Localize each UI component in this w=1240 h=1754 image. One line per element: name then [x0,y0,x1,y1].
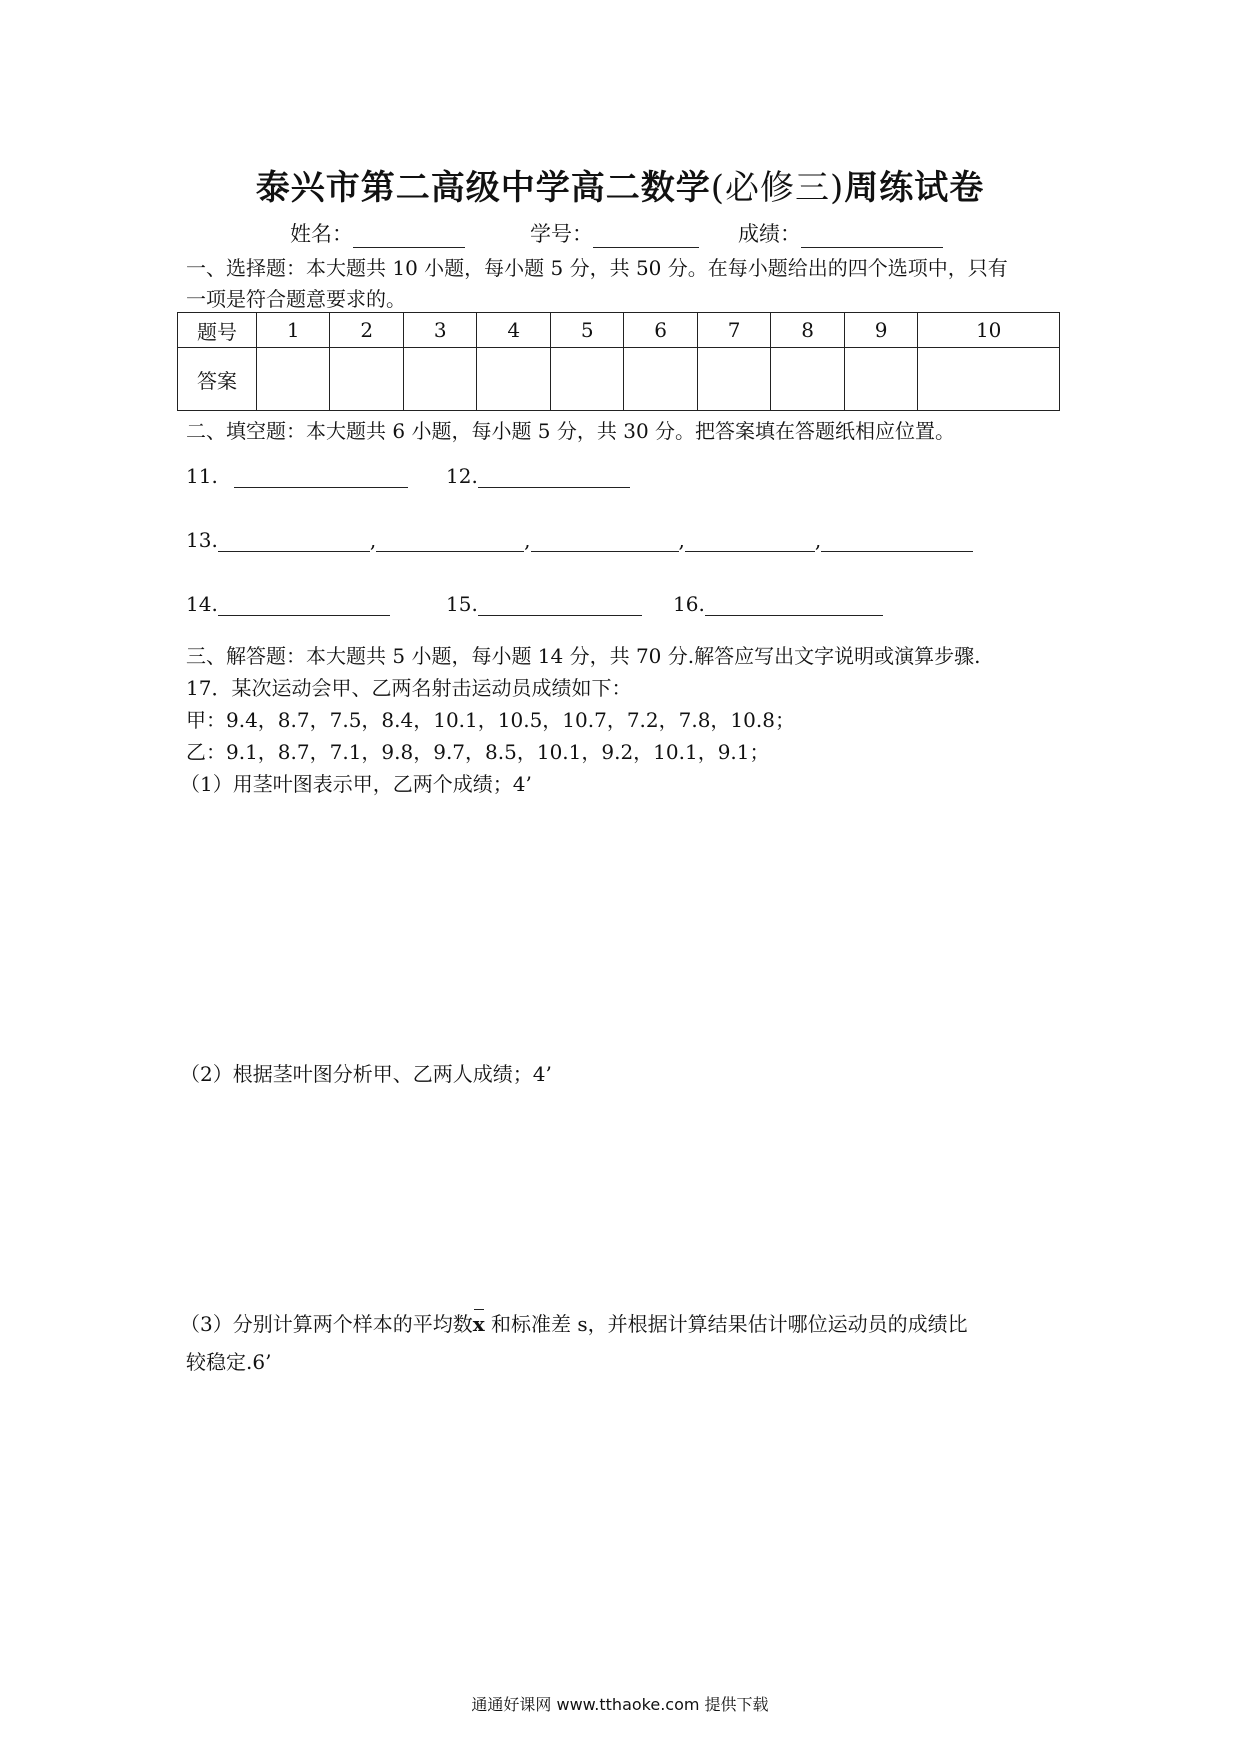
question-number-cell: 4 [477,313,550,348]
fill-q15 [446,592,642,616]
q11-number: 11. [186,464,218,488]
page-title [0,160,1240,209]
title-tail: 周练试卷 [844,168,985,208]
q13-number: 13. [186,528,218,552]
question-number-cell: 2 [330,313,403,348]
question-17-part3-line2: 较稳定.6’ [186,1350,272,1374]
question-number-cell: 1 [257,313,330,348]
page-footer: 通通好课网 www.tthaoke.com 提供下载 [471,1695,769,1714]
part3-text-a: （3）分别计算两个样本的平均数 [180,1312,473,1336]
score-field-group [738,218,943,248]
question-number-cell: 10 [918,313,1060,348]
q13-separator: , [369,528,377,552]
q11-blank[interactable] [234,467,408,488]
fill-q14 [186,592,390,616]
header-label-cell: 题号 [178,313,257,348]
q13-blank-5[interactable] [821,531,973,552]
title-main: 泰兴市第二高级中学高二数学 [255,168,711,208]
q15-blank[interactable] [478,595,642,616]
question-number-cell: 6 [624,313,697,348]
answer-cell[interactable] [257,348,330,411]
data-yi: 乙：9.1，8.7，7.1，9.8，9.7，8.5，10.1，9.2，10.1，9.1； [186,740,770,764]
q13-blank-1[interactable] [218,531,370,552]
mean-x-bar-symbol: x [472,1312,485,1336]
q13-blank-4[interactable] [685,531,815,552]
q13-separator: , [524,528,531,552]
question-number-cell: 8 [771,313,844,348]
q16-blank[interactable] [705,595,883,616]
score-label: 成绩： [738,222,801,246]
answer-cell[interactable] [697,348,770,411]
answer-cell[interactable] [918,348,1060,411]
q14-blank[interactable] [218,595,390,616]
answer-cell[interactable] [844,348,917,411]
question-number-cell: 3 [403,313,476,348]
answer-label-cell: 答案 [178,348,257,411]
question-17: 17．某次运动会甲、乙两名射击运动员成绩如下： [186,676,632,700]
section2-heading: 二、填空题：本大题共 6 小题，每小题 5 分，共 30 分。把答案填在答题纸相应位置。 [186,419,956,443]
id-blank[interactable] [593,227,699,248]
q12-number: 12. [446,464,478,488]
title-paren: (必修三) [710,168,845,208]
q13-blank-2[interactable] [376,531,524,552]
question-number-cell: 9 [844,313,917,348]
q13-separator: , [814,528,822,552]
section3-heading: 三、解答题：本大题共 5 小题，每小题 14 分，共 70 分.解答应写出文字说明或演算步骤. [186,644,981,668]
id-label: 学号： [530,222,593,246]
question-number-cell: 5 [550,313,623,348]
answer-cell[interactable] [477,348,550,411]
answer-cell[interactable] [550,348,623,411]
question-17-part2: （2）根据茎叶图分析甲、乙两人成绩；4’ [180,1062,552,1086]
fill-q11 [186,464,408,488]
answer-cell[interactable] [403,348,476,411]
name-field-group [290,218,465,248]
section1-line1: 一、选择题：本大题共 10 小题，每小题 5 分，共 50 分。在每小题给出的四个选项中，只有 [186,256,1008,280]
q16-number: 16. [673,592,705,616]
q13-blank-3[interactable] [531,531,679,552]
q12-blank[interactable] [478,467,630,488]
answer-cell[interactable] [330,348,403,411]
answer-table-answer-row [178,348,1060,411]
score-blank[interactable] [801,227,943,248]
name-label: 姓名： [290,222,353,246]
answer-table-header-row [178,313,1060,348]
data-jia: 甲：9.4，8.7，7.5，8.4，10.1，10.5，10.7，7.2，7.8，10.8； [186,708,795,732]
question-17-part3-line1 [180,1308,968,1337]
part3-text-b: 和标准差 s，并根据计算结果估计哪位运动员的成绩比 [484,1312,968,1336]
q13-separator: , [678,528,685,552]
answer-table [177,312,1060,411]
fill-q13 [186,528,973,552]
question-number-cell: 7 [697,313,770,348]
q14-number: 14. [186,592,218,616]
fill-q16 [673,592,883,616]
id-field-group [530,218,699,248]
fill-q12 [446,464,630,488]
section1-line2: 一项是符合题意要求的。 [186,287,406,311]
q15-number: 15. [446,592,478,616]
name-blank[interactable] [353,227,465,248]
answer-cell[interactable] [771,348,844,411]
question-17-part1: （1）用茎叶图表示甲，乙两个成绩；4’ [180,772,532,796]
answer-cell[interactable] [624,348,697,411]
